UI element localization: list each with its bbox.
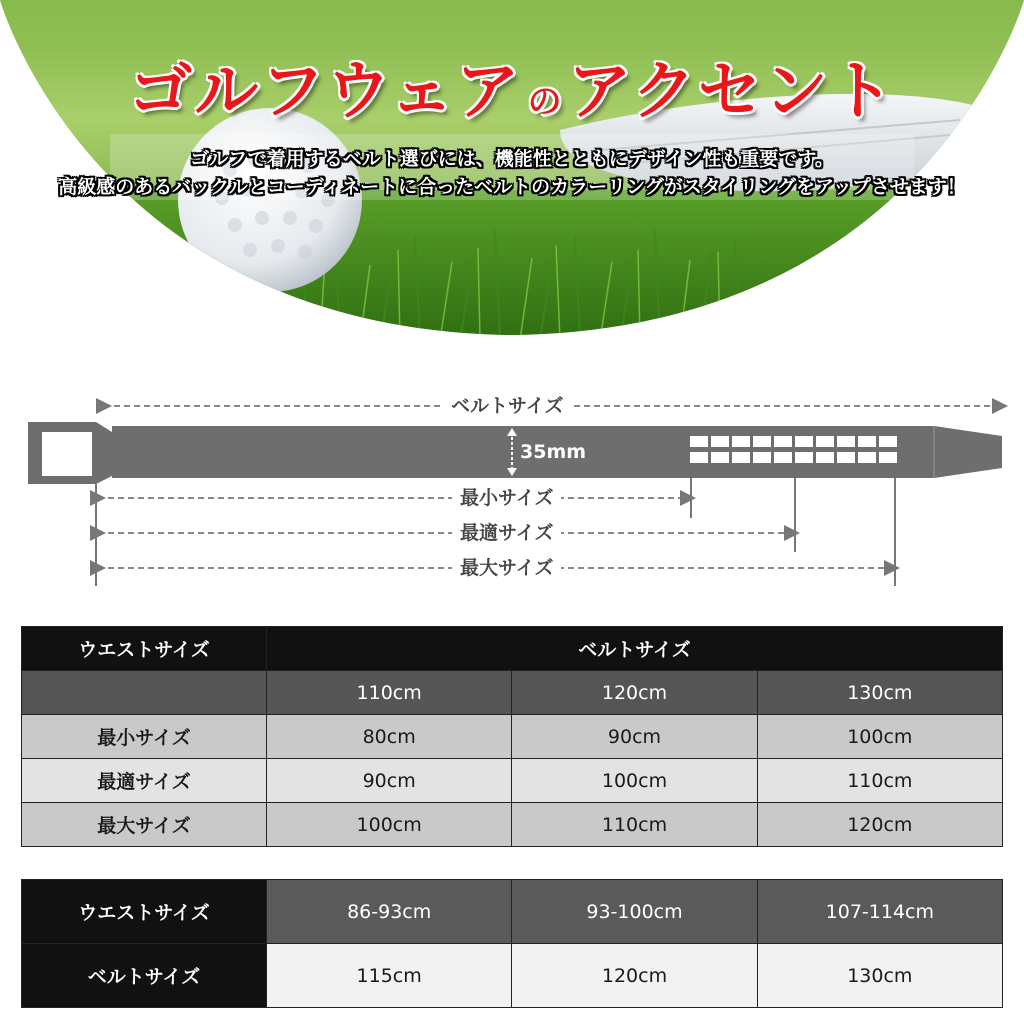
table-cell: 120cm (757, 803, 1002, 847)
table-cell: 110cm (757, 759, 1002, 803)
hero-title-part1: ゴルフウェア (128, 54, 522, 129)
belt-size-label: ベルトサイズ (443, 394, 571, 418)
table-cell: 110cm (512, 803, 757, 847)
table-row (22, 715, 1003, 759)
waist-value-cell: 86-93cm (267, 880, 512, 944)
table-cell: 90cm (512, 715, 757, 759)
belt-width-label: 35mm (520, 441, 587, 463)
belt-value-cell: 120cm (512, 944, 757, 1008)
max-size-label: 最大サイズ (452, 556, 561, 580)
empty-cell (22, 671, 267, 715)
waist-value-cell: 93-100cm (512, 880, 757, 944)
belt-value-cell: 115cm (267, 944, 512, 1008)
hero-title-part2: の (527, 82, 562, 122)
belt-diagram (0, 380, 1024, 600)
belt-size-cell: 130cm (757, 671, 1002, 715)
row-label: 最適サイズ (22, 759, 267, 803)
hero-title-part3: アクセント (567, 54, 896, 129)
belt-size-cell: 120cm (512, 671, 757, 715)
row-label: 最小サイズ (22, 715, 267, 759)
belt-value-cell: 130cm (757, 944, 1002, 1008)
min-size-label: 最小サイズ (452, 486, 561, 510)
table-row (22, 944, 1003, 1008)
row-label: 最大サイズ (22, 803, 267, 847)
hero-title (0, 40, 1024, 132)
belt-size-header: ベルトサイズ (22, 944, 267, 1008)
table-cell: 100cm (757, 715, 1002, 759)
table-cell: 100cm (512, 759, 757, 803)
table-row (22, 803, 1003, 847)
table-row (22, 671, 1003, 715)
table-cell: 100cm (267, 803, 512, 847)
belt-size-cell: 110cm (267, 671, 512, 715)
size-table (21, 626, 1003, 847)
hero-subtitle-line2: 高級感のあるバックルとコーディネートに合ったベルトのカラーリングがスタイリングをアップさせます！ (58, 176, 966, 198)
table-cell: 90cm (267, 759, 512, 803)
optimal-size-label: 最適サイズ (452, 521, 561, 545)
waist-size-header: ウエストサイズ (22, 627, 267, 671)
table-cell: 80cm (267, 715, 512, 759)
hero-subtitle-line1: ゴルフで着用するベルト選びには、機能性とともにデザイン性も重要です。 (190, 148, 834, 170)
belt-size-header: ベルトサイズ (267, 627, 1003, 671)
waist-value-cell: 107-114cm (757, 880, 1002, 944)
table-row (22, 759, 1003, 803)
waist-belt-table (21, 879, 1003, 1008)
waist-size-header: ウエストサイズ (22, 880, 267, 944)
hero-banner (0, 0, 1024, 340)
table-row (22, 880, 1003, 944)
